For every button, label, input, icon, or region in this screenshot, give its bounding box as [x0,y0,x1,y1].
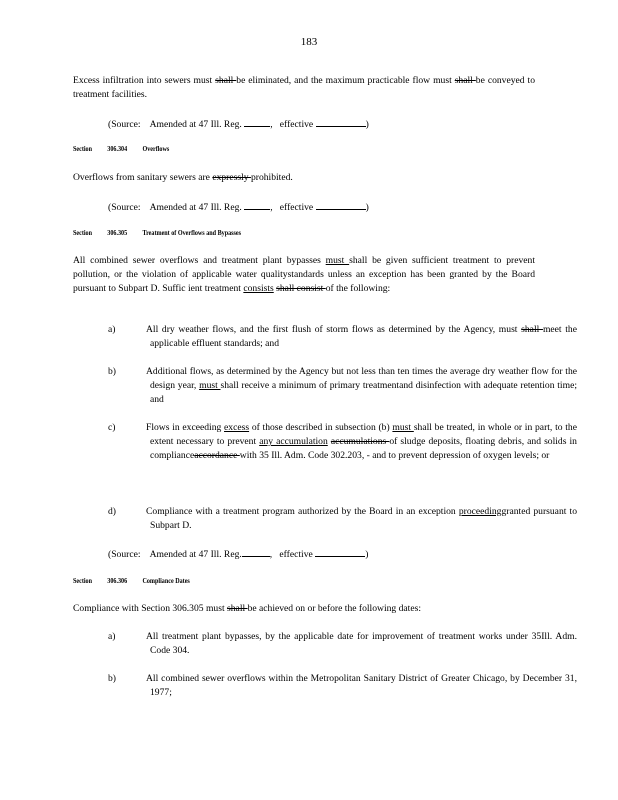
deleted-text: accordance [194,450,240,461]
item-label: b) [108,366,116,377]
source-close: ) [365,119,369,130]
text: shall receive a minimum of primary treatmentand disinfection with adequate retention time; and [150,380,577,405]
section-number: 306.305 [107,229,128,237]
source-amended: Amended at 47 Ill. Reg. [149,549,242,560]
source-note-1 [108,116,535,132]
source-comma: , [270,202,273,213]
blank-register-issue [244,116,270,127]
text: of sludge deposits, floating debris, and solids in compliance [150,436,577,461]
blank-register-issue [244,199,270,210]
deleted-text: shall consist [276,283,326,294]
text: shall be treated, in whole or in part, to the extent necessary to prevent [150,422,577,447]
source-close: ) [365,549,369,560]
section-title: Compliance Dates [142,577,190,585]
deleted-text: shall [454,75,476,86]
text: be eliminated, and the maximum practicable flow must [236,75,455,86]
source-note-2 [108,199,535,215]
compliance-date-b [108,672,577,700]
infiltration-paragraph [73,74,535,102]
text: of those described in subsection (b) [249,422,393,433]
combined-overflows-paragraph [73,254,535,296]
compliance-paragraph [73,602,535,616]
source-note-3 [108,546,535,562]
list-item-d [108,505,577,533]
text: meet the applicable effluent standards; and [150,324,577,349]
deleted-text: shall [215,75,237,86]
source-comma: , [269,549,273,560]
inserted-text: excess [224,422,250,433]
source-open: (Source: [108,202,141,213]
section-word: Section [73,577,93,585]
text: be achieved on or before the following dates: [247,603,421,614]
page-number: 183 [300,36,318,48]
source-effective: effective [279,119,314,130]
item-label: b) [108,673,116,684]
source-effective: effective [279,202,314,213]
section-heading-306-306 [73,577,205,585]
source-amended: Amended at 47 Ill. Reg. [149,202,242,213]
text: All combined sewer overflows and treatment plant bypasses [73,255,326,266]
text: with 35 Ill. Adm. Code 302.203, - and to prevent depression of oxygen levels; or [239,450,550,461]
list-item-a [108,323,577,351]
section-word: Section [73,229,93,237]
list-item-c [108,421,577,463]
source-comma: , [270,119,273,130]
source-open: (Source: [108,549,141,560]
inserted-text: must [325,255,350,266]
text: Overflows from sanitary sewers are [73,172,213,183]
text: shall be given sufficient treatment to prevent pollution, or the violation of applicable water qualitystandards unless an exception has been granted by the Board pursuant to Subpart D. Suffic ient treatment [73,255,535,294]
text: be conveyed to treatment facilities. [73,75,535,100]
text: Compliance with a treatment program authorized by the Board in an exception [146,506,459,517]
blank-effective-date [316,199,366,210]
inserted-text: consists [243,283,274,294]
section-heading-306-305 [73,229,256,237]
text: of the following: [325,283,391,294]
text: All combined sewer overflows within the Metropolitan Sanitary District of Greater Chicago, by December 31, 1977; [146,673,577,698]
inserted-text: must [392,422,414,433]
item-label: a) [108,324,116,335]
text: granted pursuant to Subpart D. [150,506,577,531]
text: Flows in exceeding [146,422,225,433]
text: Additional flows, as determined by the Agency but not less than ten times the average dry weather flow for the design year, [146,366,577,391]
source-amended: Amended at 47 Ill. Reg. [149,119,242,130]
source-close: ) [365,202,369,213]
text: Compliance with Section 306.305 must [73,603,228,614]
item-label: c) [108,422,116,433]
item-label: a) [108,631,116,642]
deleted-text: shall [521,324,543,335]
source-effective: effective [279,549,313,560]
deleted-text: accumulations [330,436,390,447]
text: All dry weather flows, and the first flush of storm flows as determined by the Agency, must [146,324,522,335]
text: All treatment plant bypasses, by the applicable date for improvement of treatment works under 35Ill. Adm. Code 304. [146,631,577,656]
blank-effective-date [315,546,365,557]
list-item-b [108,365,577,407]
inserted-text: proceeding [458,506,502,517]
section-heading-306-304 [73,145,185,153]
text: prohibited. [250,172,293,183]
deleted-text: expressly [212,172,251,183]
section-word: Section [73,145,93,153]
section-title: Overflows [142,145,170,153]
inserted-text: must [199,380,221,391]
overflows-paragraph [73,171,535,185]
blank-register-issue [242,546,270,557]
source-open: (Source: [108,119,141,130]
inserted-text: any accumulation [259,436,328,447]
compliance-date-a [108,630,577,658]
deleted-text: shall [227,603,248,614]
section-number: 306.306 [107,577,128,585]
section-title: Treatment of Overflows and Bypasses [142,229,242,237]
item-label: d) [108,506,116,517]
text: Excess infiltration into sewers must [73,75,216,86]
blank-effective-date [316,116,366,127]
section-number: 306.304 [107,145,128,153]
